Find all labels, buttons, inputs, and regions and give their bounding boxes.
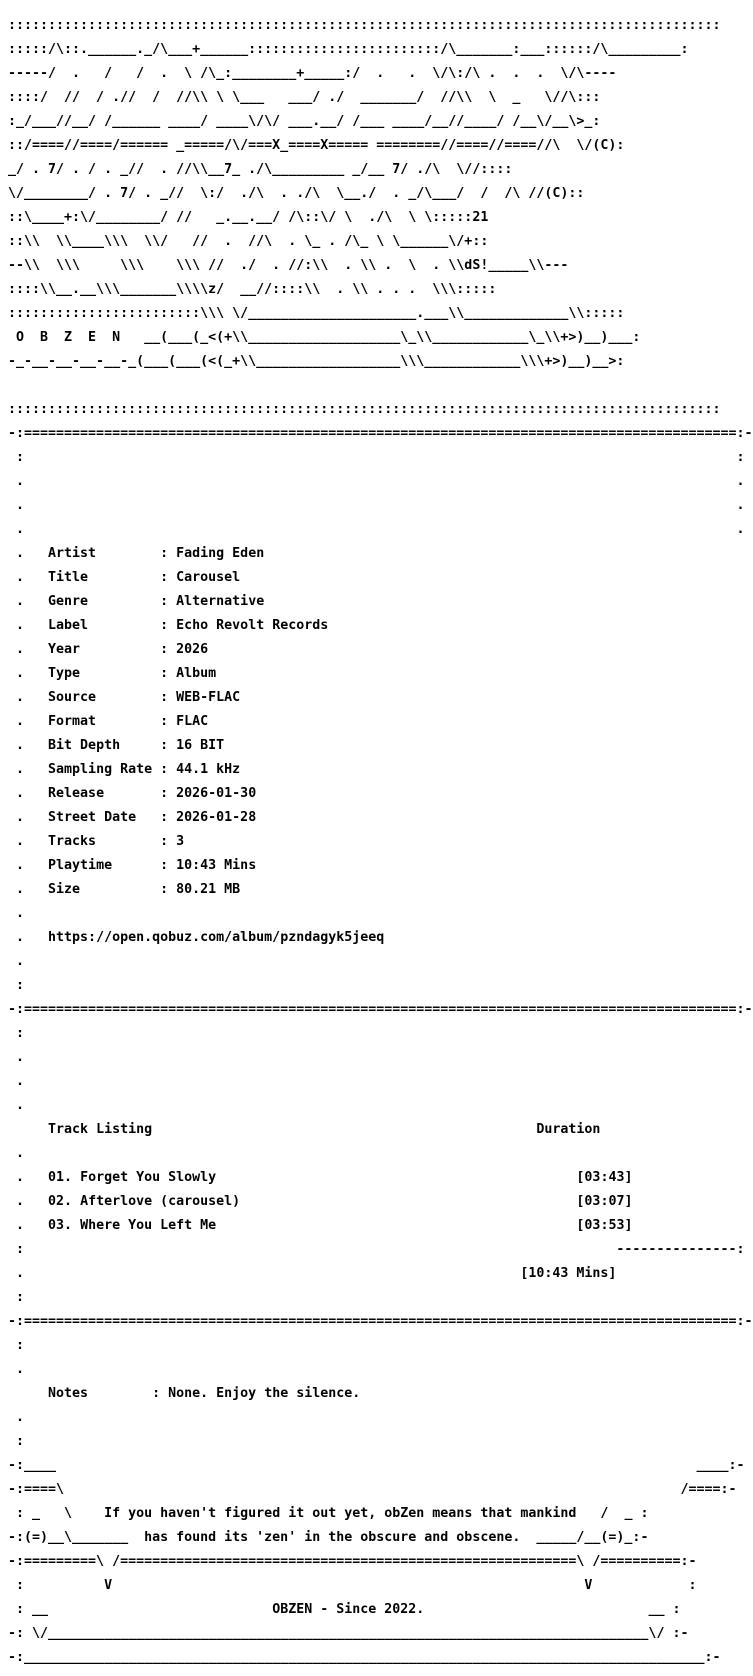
frame-line: : bbox=[8, 978, 25, 993]
art-line: -:=========\ /=========================================================\ /==========:- bbox=[8, 1554, 697, 1569]
info-value: 2026-01-28 bbox=[176, 810, 257, 825]
quote-row: : _ \ If you haven't figured it out yet, obZen means that mankind / _ : bbox=[8, 1506, 649, 1521]
art-line: :_/___//__/ /______ ____/ ____\/\/ ___.__/ /___ ____/__//____/ /__\/__\>_: bbox=[8, 114, 601, 129]
art-line: ::/====//====/====== _=====/\/===X_====X===== ========//====//====//\ \/(C): bbox=[8, 138, 625, 153]
info-label: Title bbox=[48, 570, 89, 585]
info-row: . Type : Album bbox=[8, 666, 217, 681]
art-line: ::::/ // / .// / //\\ \ \___ ___/ ./ _______/ //\\ \ _ \//\::: bbox=[8, 90, 601, 105]
art-line: ::\____+:\/________/ // _.__.__/ /\::\/ \ ./\ \ \:::::21 bbox=[8, 210, 489, 225]
track-duration: [03:43] bbox=[576, 1170, 633, 1185]
album-url-link[interactable]: https://open.qobuz.com/album/pzndagyk5jeeq bbox=[48, 930, 385, 945]
info-value: 44.1 kHz bbox=[176, 762, 241, 777]
info-label: Genre bbox=[48, 594, 89, 609]
info-label: Artist bbox=[48, 546, 97, 561]
track-title: Forget You Slowly bbox=[80, 1170, 217, 1185]
frame-line: . . bbox=[8, 522, 745, 537]
info-label: Playtime bbox=[48, 858, 113, 873]
quote-line-1: If you haven't figured it out yet, obZen means that mankind bbox=[104, 1506, 577, 1521]
info-row: . Size : 80.21 MB bbox=[8, 882, 241, 897]
track-row: . 03. Where You Left Me [03:53] bbox=[8, 1218, 633, 1233]
track-heading-row bbox=[8, 1124, 753, 1136]
frame-line: . . bbox=[8, 474, 745, 489]
track-number: 02. bbox=[48, 1194, 73, 1209]
info-row: . Genre : Alternative bbox=[8, 594, 265, 609]
quote-row: -:(=)__\_______ has found its 'zen' in the obscure and obscene. _____/__(=)_:- bbox=[8, 1530, 649, 1545]
info-row: . Release : 2026-01-30 bbox=[8, 786, 257, 801]
art-line: ::::::::::::::::::::::::\\\ \/_____________________.___\\_____________\\::::: bbox=[8, 306, 625, 321]
info-value: 2026 bbox=[176, 642, 209, 657]
art-line: : V V : bbox=[8, 1578, 697, 1593]
frame-line: . bbox=[8, 1074, 25, 1089]
separator-line: -:=========================================================================================:- bbox=[8, 1314, 753, 1329]
info-value: Carousel bbox=[176, 570, 241, 585]
tagline-row: : __ OBZEN - Since 2022. __ : bbox=[8, 1602, 681, 1617]
track-listing-heading: Track Listing bbox=[48, 1122, 153, 1137]
art-line: :::::/\::.______._/\___+______::::::::::::::::::::::::/\_______:___::::::/\_________: bbox=[8, 42, 689, 57]
info-label: Label bbox=[48, 618, 89, 633]
notes-row: Notes : None. Enjoy the silence. bbox=[48, 1386, 361, 1401]
info-label: Bit Depth bbox=[48, 738, 121, 753]
logo-line: O B Z E N __(___(_<(+\\___________________\_\\____________\_\\+>)__)___: bbox=[8, 330, 641, 345]
notes-value: None. Enjoy the silence. bbox=[168, 1386, 361, 1401]
info-row: . Year : 2026 bbox=[8, 642, 209, 657]
art-line: _/ . 7/ . / . _// . //\\__7_ ./\_________ _/__ 7/ ./\ \//:::: bbox=[8, 162, 513, 177]
info-value: 2026-01-30 bbox=[176, 786, 257, 801]
quote-line-2: has found its 'zen' in the obscure and obscene. bbox=[144, 1530, 521, 1545]
info-value: 3 bbox=[176, 834, 185, 849]
info-row: . Tracks : 3 bbox=[8, 834, 185, 849]
art-line: ::::::::::::::::::::::::::::::::::::::::::::::::::::::::::::::::::::::::::::::::::::::::: bbox=[8, 18, 721, 33]
track-row: . 01. Forget You Slowly [03:43] bbox=[8, 1170, 633, 1185]
frame-line: . bbox=[8, 1146, 25, 1161]
info-row: . Street Date : 2026-01-28 bbox=[8, 810, 257, 825]
track-number: 01. bbox=[48, 1170, 73, 1185]
info-label: Release bbox=[48, 786, 105, 801]
track-duration: [03:07] bbox=[576, 1194, 633, 1209]
art-line: ::::\\__.__\\\_______\\\\z/ __//::::\\ . \\ . . . \\\::::: bbox=[8, 282, 497, 297]
track-row: . 02. Afterlove (carousel) [03:07] bbox=[8, 1194, 633, 1209]
frame-line: . bbox=[8, 1410, 25, 1425]
frame-line: . bbox=[8, 954, 25, 969]
art-line: --\\ \\\ \\\ \\\ // ./ . //:\\ . \\ . \ . \\dS!_____\\--- bbox=[8, 258, 569, 273]
info-row: . Source : WEB-FLAC bbox=[8, 690, 241, 705]
frame-line: . bbox=[8, 906, 25, 921]
info-value: Fading Eden bbox=[176, 546, 265, 561]
frame-line: . bbox=[8, 1098, 25, 1113]
info-row: . Label : Echo Revolt Records bbox=[8, 618, 329, 633]
info-value: WEB-FLAC bbox=[176, 690, 241, 705]
art-line: -:____ ____:- bbox=[8, 1458, 745, 1473]
separator-line: ::::::::::::::::::::::::::::::::::::::::::::::::::::::::::::::::::::::::::::::::::::::::: bbox=[8, 402, 721, 417]
separator-line: : : bbox=[8, 450, 745, 465]
info-label: Type bbox=[48, 666, 81, 681]
frame-line: : bbox=[8, 1338, 25, 1353]
info-row: . Bit Depth : 16 BIT bbox=[8, 738, 225, 753]
nfo-document bbox=[8, 20, 753, 1676]
url-row: . https://open.qobuz.com/album/pzndagyk5jeeq bbox=[8, 930, 385, 945]
track-title: Where You Left Me bbox=[80, 1218, 217, 1233]
art-line: -: \/___________________________________________________________________________\/ :- bbox=[8, 1626, 689, 1641]
tagline: OBZEN - Since 2022. bbox=[272, 1602, 425, 1617]
separator-line: : ---------------: bbox=[8, 1242, 745, 1257]
track-duration: [03:53] bbox=[576, 1218, 633, 1233]
art-line: ::\\ \\____\\\ \\/ // . //\ . \_ . /\_ \ \______\/+:: bbox=[8, 234, 489, 249]
info-value: 10:43 Mins bbox=[176, 858, 257, 873]
frame-line: : bbox=[8, 1290, 25, 1305]
blank-line bbox=[8, 380, 753, 392]
duration-heading: Duration bbox=[536, 1122, 601, 1137]
info-value: Album bbox=[176, 666, 217, 681]
info-label: Sampling Rate bbox=[48, 762, 153, 777]
frame-line: . bbox=[8, 1362, 25, 1377]
info-label: Tracks bbox=[48, 834, 97, 849]
info-row: . Format : FLAC bbox=[8, 714, 209, 729]
art-line: -----/ . / / . \ /\_:________+_____:/ . . \/\:/\ . . . \/\---- bbox=[8, 66, 617, 81]
track-number: 03. bbox=[48, 1218, 73, 1233]
info-value: FLAC bbox=[176, 714, 209, 729]
info-row: . Artist : Fading Eden bbox=[8, 546, 265, 561]
info-value: 16 BIT bbox=[176, 738, 225, 753]
art-line: -:====\ /====:- bbox=[8, 1482, 737, 1497]
info-label: Format bbox=[48, 714, 97, 729]
art-line: -:_____________________________________________________________________________________:- bbox=[8, 1650, 721, 1665]
info-label: Street Date bbox=[48, 810, 137, 825]
art-line: \/________/ . 7/ . _// \:/ ./\ . ./\ \__./ . _/\___/ / /\ //(C):: bbox=[8, 186, 585, 201]
total-duration: [10:43 Mins] bbox=[520, 1266, 617, 1281]
frame-line: . bbox=[8, 1050, 25, 1065]
info-row: . Title : Carousel bbox=[8, 570, 241, 585]
info-row: . Sampling Rate : 44.1 kHz bbox=[8, 762, 241, 777]
info-label: Size bbox=[48, 882, 81, 897]
separator-line: -:=========================================================================================:- bbox=[8, 426, 753, 441]
frame-line: . . bbox=[8, 498, 745, 513]
info-value: 80.21 MB bbox=[176, 882, 241, 897]
info-value: Alternative bbox=[176, 594, 265, 609]
track-title: Afterlove (carousel) bbox=[80, 1194, 241, 1209]
art-line: -_-__-__-__-__-_(___(___(<(_+\\__________________\\\____________\\\+>)__)__>: bbox=[8, 354, 625, 369]
info-label: Year bbox=[48, 642, 81, 657]
frame-line: : bbox=[8, 1026, 25, 1041]
info-row: . Playtime : 10:43 Mins bbox=[8, 858, 257, 873]
separator-line: -:=========================================================================================:- bbox=[8, 1002, 753, 1017]
info-label: Source bbox=[48, 690, 97, 705]
frame-line: : bbox=[8, 1434, 25, 1449]
total-row: . [10:43 Mins] bbox=[8, 1266, 617, 1281]
notes-label: Notes bbox=[48, 1386, 89, 1401]
info-value: Echo Revolt Records bbox=[176, 618, 329, 633]
